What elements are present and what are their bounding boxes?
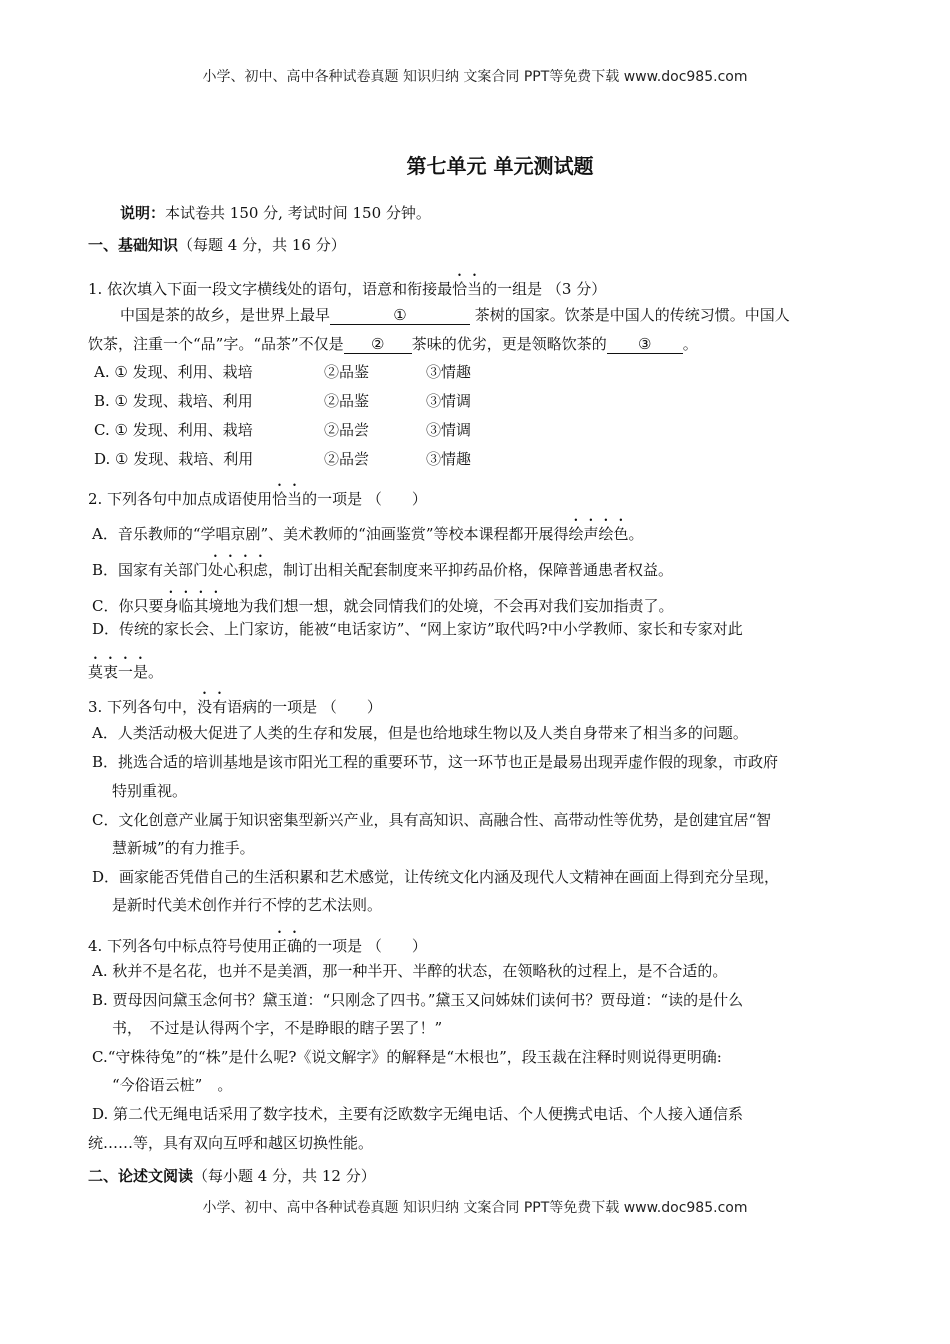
q2-option-d-cont — [88, 654, 163, 682]
q4-option-c-cont: “今俗语云桩” 。 — [112, 1076, 233, 1094]
q4-option-d[interactable]: D. 第二代无绳电话采用了数字技术，主要有泛欧数字无绳电话、个人便携式电话、个人接入通信系 — [92, 1105, 744, 1123]
q4-option-d-cont: 统……等，具有双向互呼和越区切换性能。 — [88, 1134, 374, 1152]
q1-option-d-part1: D. ① 发现、栽培、利用 — [94, 450, 254, 468]
q1-blank-2: ② — [344, 335, 412, 354]
q2-option-a-idiom: 绘声绘色 — [568, 525, 629, 543]
q1-passage-text: 中国是茶的故乡，是世界上最早 — [120, 306, 331, 324]
q1-passage-text: 茶树的国家。饮茶是中国人的传统习惯。中国人 — [470, 306, 790, 324]
q4-stem-text: 4. 下列各句中标点符号使用 — [88, 937, 273, 955]
q4-stem-emphasis: 正确 — [272, 937, 303, 955]
q3-option-b[interactable]: B．挑选合适的培训基地是该市阳光工程的重要环节，这一环节也正是最易出现弄虚作假的现象，市政府 — [92, 753, 779, 771]
q4-option-b-cont: 书， 不过是认得两个字，不是睁眼的瞎子罢了！” — [112, 1019, 443, 1037]
q1-option-d[interactable] — [94, 448, 472, 469]
q2-option-d-tail: 。 — [148, 663, 164, 681]
q2-option-a[interactable] — [92, 516, 644, 544]
q2-option-c-tail: 地为我们想一想，就会同情我们的处境，不会再对我们妄加指责了。 — [223, 597, 674, 615]
q1-passage-line1 — [120, 304, 790, 325]
q1-passage-line2 — [88, 333, 698, 354]
q1-passage-text: 饮茶，注重一个“品”字。“品茶”不仅是 — [88, 335, 344, 353]
q2-option-a-text: A．音乐教师的“学唱京剧”、美术教师的“油画鉴赏”等校本课程都开展得 — [92, 525, 569, 543]
q2-option-d-idiom: 莫衷一是 — [88, 663, 149, 681]
page-footer: 小学、初中、高中各种试卷真题 知识归纳 文案合同 PPT等免费下载 www.doc985.com — [202, 1200, 748, 1216]
q3-option-d-cont: 是新时代美术创作并行不悖的艺术法则。 — [112, 896, 383, 914]
q2-stem-emphasis: 恰当 — [272, 490, 303, 508]
q1-stem — [88, 271, 606, 299]
q1-stem-text: 1. 依次填入下面一段文字横线处的语句，语意和衔接最 — [88, 280, 453, 298]
q2-option-c-text: C．你只要 — [92, 597, 164, 615]
q1-option-a[interactable] — [94, 361, 472, 382]
q2-option-a-tail: 。 — [628, 525, 644, 543]
q2-option-c-idiom: 身临其境 — [163, 597, 224, 615]
note-label: 说明： — [120, 204, 166, 222]
q3-option-b-cont: 特别重视。 — [112, 782, 188, 800]
section1-title: 一、基础知识 — [88, 236, 179, 254]
q3-option-a[interactable]: A．人类活动极大促进了人类的生存和发展，但是也给地球生物以及人类自身带来了相当多的问题。 — [92, 724, 748, 742]
exam-note — [120, 202, 431, 223]
q1-passage-text: 。 — [682, 335, 698, 353]
section2-title: 二、论述文阅读 — [88, 1167, 194, 1185]
q1-option-c-part1: C. ① 发现、利用、栽培 — [94, 421, 253, 439]
q3-stem — [88, 689, 382, 717]
q3-stem-text: 3. 下列各句中， — [88, 698, 198, 716]
q1-option-b-part2: ②品鉴 — [324, 392, 370, 410]
section2-score: （每小题 4 分，共 12 分） — [193, 1167, 376, 1185]
q1-option-c[interactable] — [94, 419, 472, 440]
section1-heading — [88, 234, 346, 255]
q1-stem-emphasis: 恰当 — [452, 280, 483, 298]
q1-option-b-part1: B. ① 发现、栽培、利用 — [94, 392, 253, 410]
page-header: 小学、初中、高中各种试卷真题 知识归纳 文案合同 PPT等免费下载 www.doc985.com — [202, 69, 748, 85]
q1-passage-text: 茶味的优劣，更是领略饮茶的 — [411, 335, 607, 353]
q1-option-d-part3: ③情趣 — [426, 450, 472, 468]
q4-stem-tail: 的一项是 （ ） — [302, 937, 427, 955]
q1-option-b[interactable] — [94, 390, 472, 411]
q3-option-c-cont: 慧新城”的有力推手。 — [112, 839, 255, 857]
q1-blank-1: ① — [330, 306, 470, 325]
q3-option-d[interactable]: D．画家能否凭借自己的生活积累和艺术感觉，让传统文化内涵及现代人文精神在画面上得到充分呈现， — [92, 868, 780, 886]
q4-option-b[interactable]: B. 贾母因问黛玉念何书？黛玉道：“只刚念了四书。”黛玉又问姊妹们读何书？贾母道：“读的是什么 — [92, 991, 744, 1009]
q3-stem-tail: 语病的一项是 （ ） — [227, 698, 382, 716]
q1-option-d-part2: ②品尝 — [324, 450, 370, 468]
note-text: 本试卷共 150 分, 考试时间 150 分钟。 — [165, 204, 431, 222]
q1-option-a-part3: ③情趣 — [426, 363, 472, 381]
q3-stem-emphasis: 没有 — [197, 698, 228, 716]
q2-option-b-tail: ，制订出相关配套制度来平抑药品价格，保障普通患者权益。 — [268, 561, 674, 579]
q2-option-b-idiom: 处心积虑 — [208, 561, 269, 579]
q1-option-b-part3: ③情调 — [426, 392, 472, 410]
q2-option-b-text: B．国家有关部门 — [92, 561, 209, 579]
q1-blank-3: ③ — [607, 335, 683, 354]
section2-heading — [88, 1165, 376, 1186]
q2-option-b[interactable] — [92, 552, 673, 580]
q4-option-c[interactable]: C.“守株待兔”的“株”是什么呢?《说文解字》的解释是“木根也”，段玉裁在注释时则说得更明确: — [92, 1048, 722, 1066]
q2-stem-tail: 的一项是 （ ） — [302, 490, 427, 508]
q4-option-a[interactable]: A. 秋并不是名花，也并不是美酒，那一种半开、半醉的状态，在领略秋的过程上，是不合适的。 — [92, 962, 728, 980]
q1-option-a-part1: A. ① 发现、利用、栽培 — [94, 363, 253, 381]
q2-stem-text: 2. 下列各句中加点成语使用 — [88, 490, 273, 508]
q2-option-d[interactable]: D．传统的家长会、上门家访，能被“电话家访”、“网上家访”取代吗?中小学教师、家长和专家对此 — [92, 620, 743, 638]
q4-stem — [88, 928, 427, 956]
q1-option-a-part2: ②品鉴 — [324, 363, 370, 381]
q1-option-c-part3: ③情调 — [426, 421, 472, 439]
q3-option-c[interactable]: C．文化创意产业属于知识密集型新兴产业，具有高知识、高融合性、高带动性等优势，是创建宜居“智 — [92, 811, 772, 829]
q1-option-c-part2: ②品尝 — [324, 421, 370, 439]
section1-score: （每题 4 分，共 16 分） — [178, 236, 346, 254]
q1-stem-tail: 的一组是 （3 分） — [482, 280, 607, 298]
q2-stem — [88, 481, 427, 509]
page-title: 第七单元 单元测试题 — [406, 154, 594, 178]
q2-option-c[interactable] — [92, 588, 674, 616]
